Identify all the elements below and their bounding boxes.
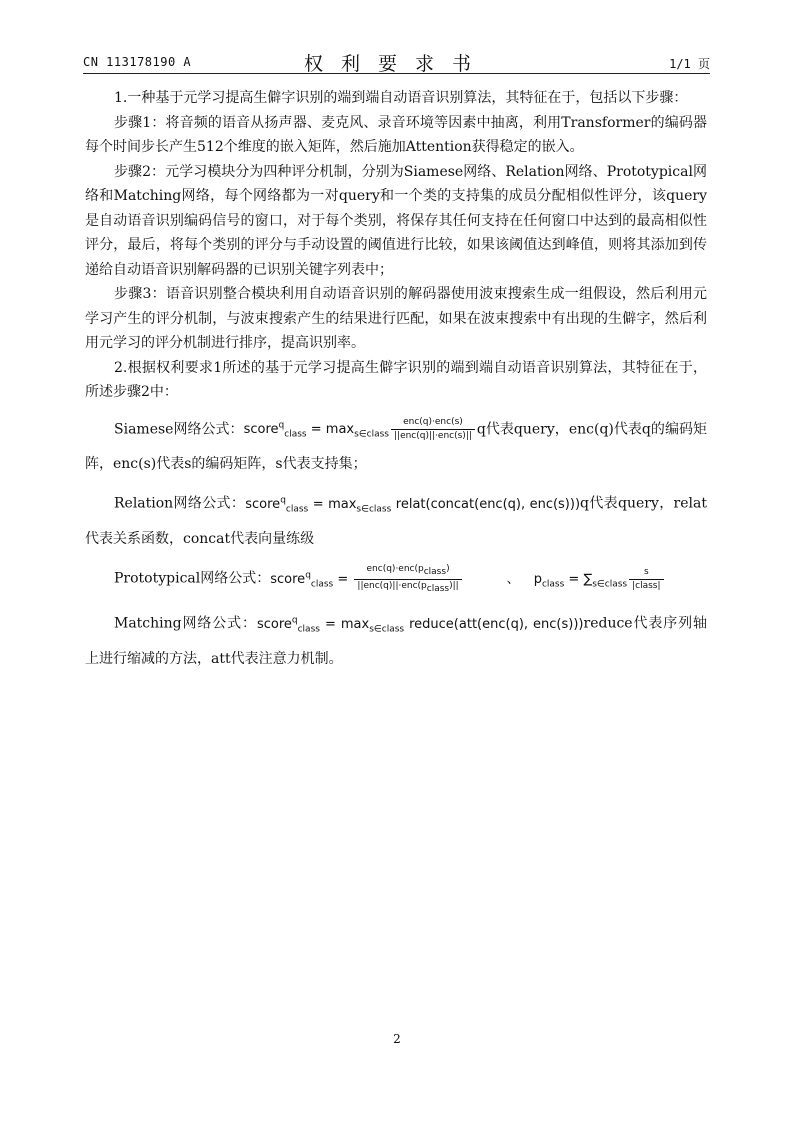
claim-1-intro: 1.一种基于元学习提高生僻字识别的端到端自动语音识别算法，其特征在于，包括以下步骤： [114,90,688,106]
siamese-fraction: $\frac{\text{enc(q)·enc(s)}}{\text{||enc(q)||·enc(s)||}}$ [391,417,475,442]
relation-label: Relation网络公式： [114,495,246,512]
siamese-formula [85,411,707,480]
matching-equation: score$^q_{class}$ = $\max_{s\in class}$ reduce(att(enc(q), enc(s))) [256,615,584,635]
prototypical-label: Prototypical网络公式： [114,570,271,587]
siamese-description: q代表query，enc(q)代表q的编码矩阵，enc(s)代表s的编码矩阵，s代表支持集； [85,420,707,473]
prototypical-equation: score$^q_{class}$ = $\frac{enc(q)\cdot enc(p_{class})}{||enc(q)||\cdot enc(p_{class})||}$ 、 $p_{class} = \sum_{s\in class}$ $\frac{s}{\text{|class|}}$ [270,572,665,587]
siamese-equation: score$^q_{class}$ = $\max_{s\in class}$ $\frac{\text{enc(q)·enc(s)}}{\text{||enc(q)||·enc(s)||}}$ [244,422,477,437]
claim-1-step-1: 步骤1：将音频的语音从扬声器、麦克风、录音环境等因素中抽离，利用Transformer的编码器每个时间步长产生512个维度的嵌入矩阵，然后施加Attention获得稳定的嵌入。 [85,114,707,155]
claims-body [85,86,707,674]
page-header [83,49,710,73]
header-rule [83,73,710,74]
claim-1-step-2: 步骤2：元学习模块分为四种评分机制，分别为Siamese网络、Relation网络、Prototypical网络和Matching网络，每个网络都为一对query和一个类的支持集的成员分配相似性评分，该query是自动语音识别编码信号的窗口，对于每个类别，将保存其任何支持在任何窗口中达到的最高相似性评分，最后，将每个类别的评分与手动设置的阈值进行比较，如果该阈值达到峰值，则将其添加到传递给自动语音识别解码器的已识别关键字列表中； [85,163,707,278]
page-number: 2 [393,1032,401,1046]
claim-1-step-3: 步骤3：语音识别整合模块利用自动语音识别的解码器使用波束搜索生成一组假设，然后利用元学习产生的评分机制，与波束搜索产生的结果进行匹配，如果在波束搜索中有出现的生僻字，然后利用元学习的评分机制进行排序，提高识别率。 [85,286,707,351]
prototype-mean-fraction: $\frac{s}{\text{|class|}}$ [629,567,663,592]
document-title: 权利要求书 [303,53,489,75]
relation-equation: score$^q_{class}$ = $\max_{s\in class}$ relat(concat(enc(q), enc(s))) [245,495,581,515]
publication-number: CN 113178190 A [83,55,192,69]
relation-description: q代表query，relat代表关系函数，concat代表向量练级 [85,495,707,548]
prototypical-formula [85,560,707,599]
claim-2-intro: 2.根据权利要求1所述的基于元学习提高生僻字识别的端到端自动语音识别算法，其特征在于，所述步骤2中： [85,359,707,400]
formula-separator: 、 [506,571,520,587]
relation-formula [85,485,707,554]
prototypical-fraction: $\frac{enc(q)\cdot enc(p_{class})}{||enc(q)||\cdot enc(p_{class})||}$ [354,564,461,595]
matching-description: reduce代表序列轴上进行缩减的方法，att代表注意力机制。 [85,615,708,668]
matching-formula [85,605,707,674]
matching-label: Matching网络公式： [114,615,257,632]
page-info: 1/1 页 [669,57,710,71]
siamese-label: Siamese网络公式： [114,420,244,437]
